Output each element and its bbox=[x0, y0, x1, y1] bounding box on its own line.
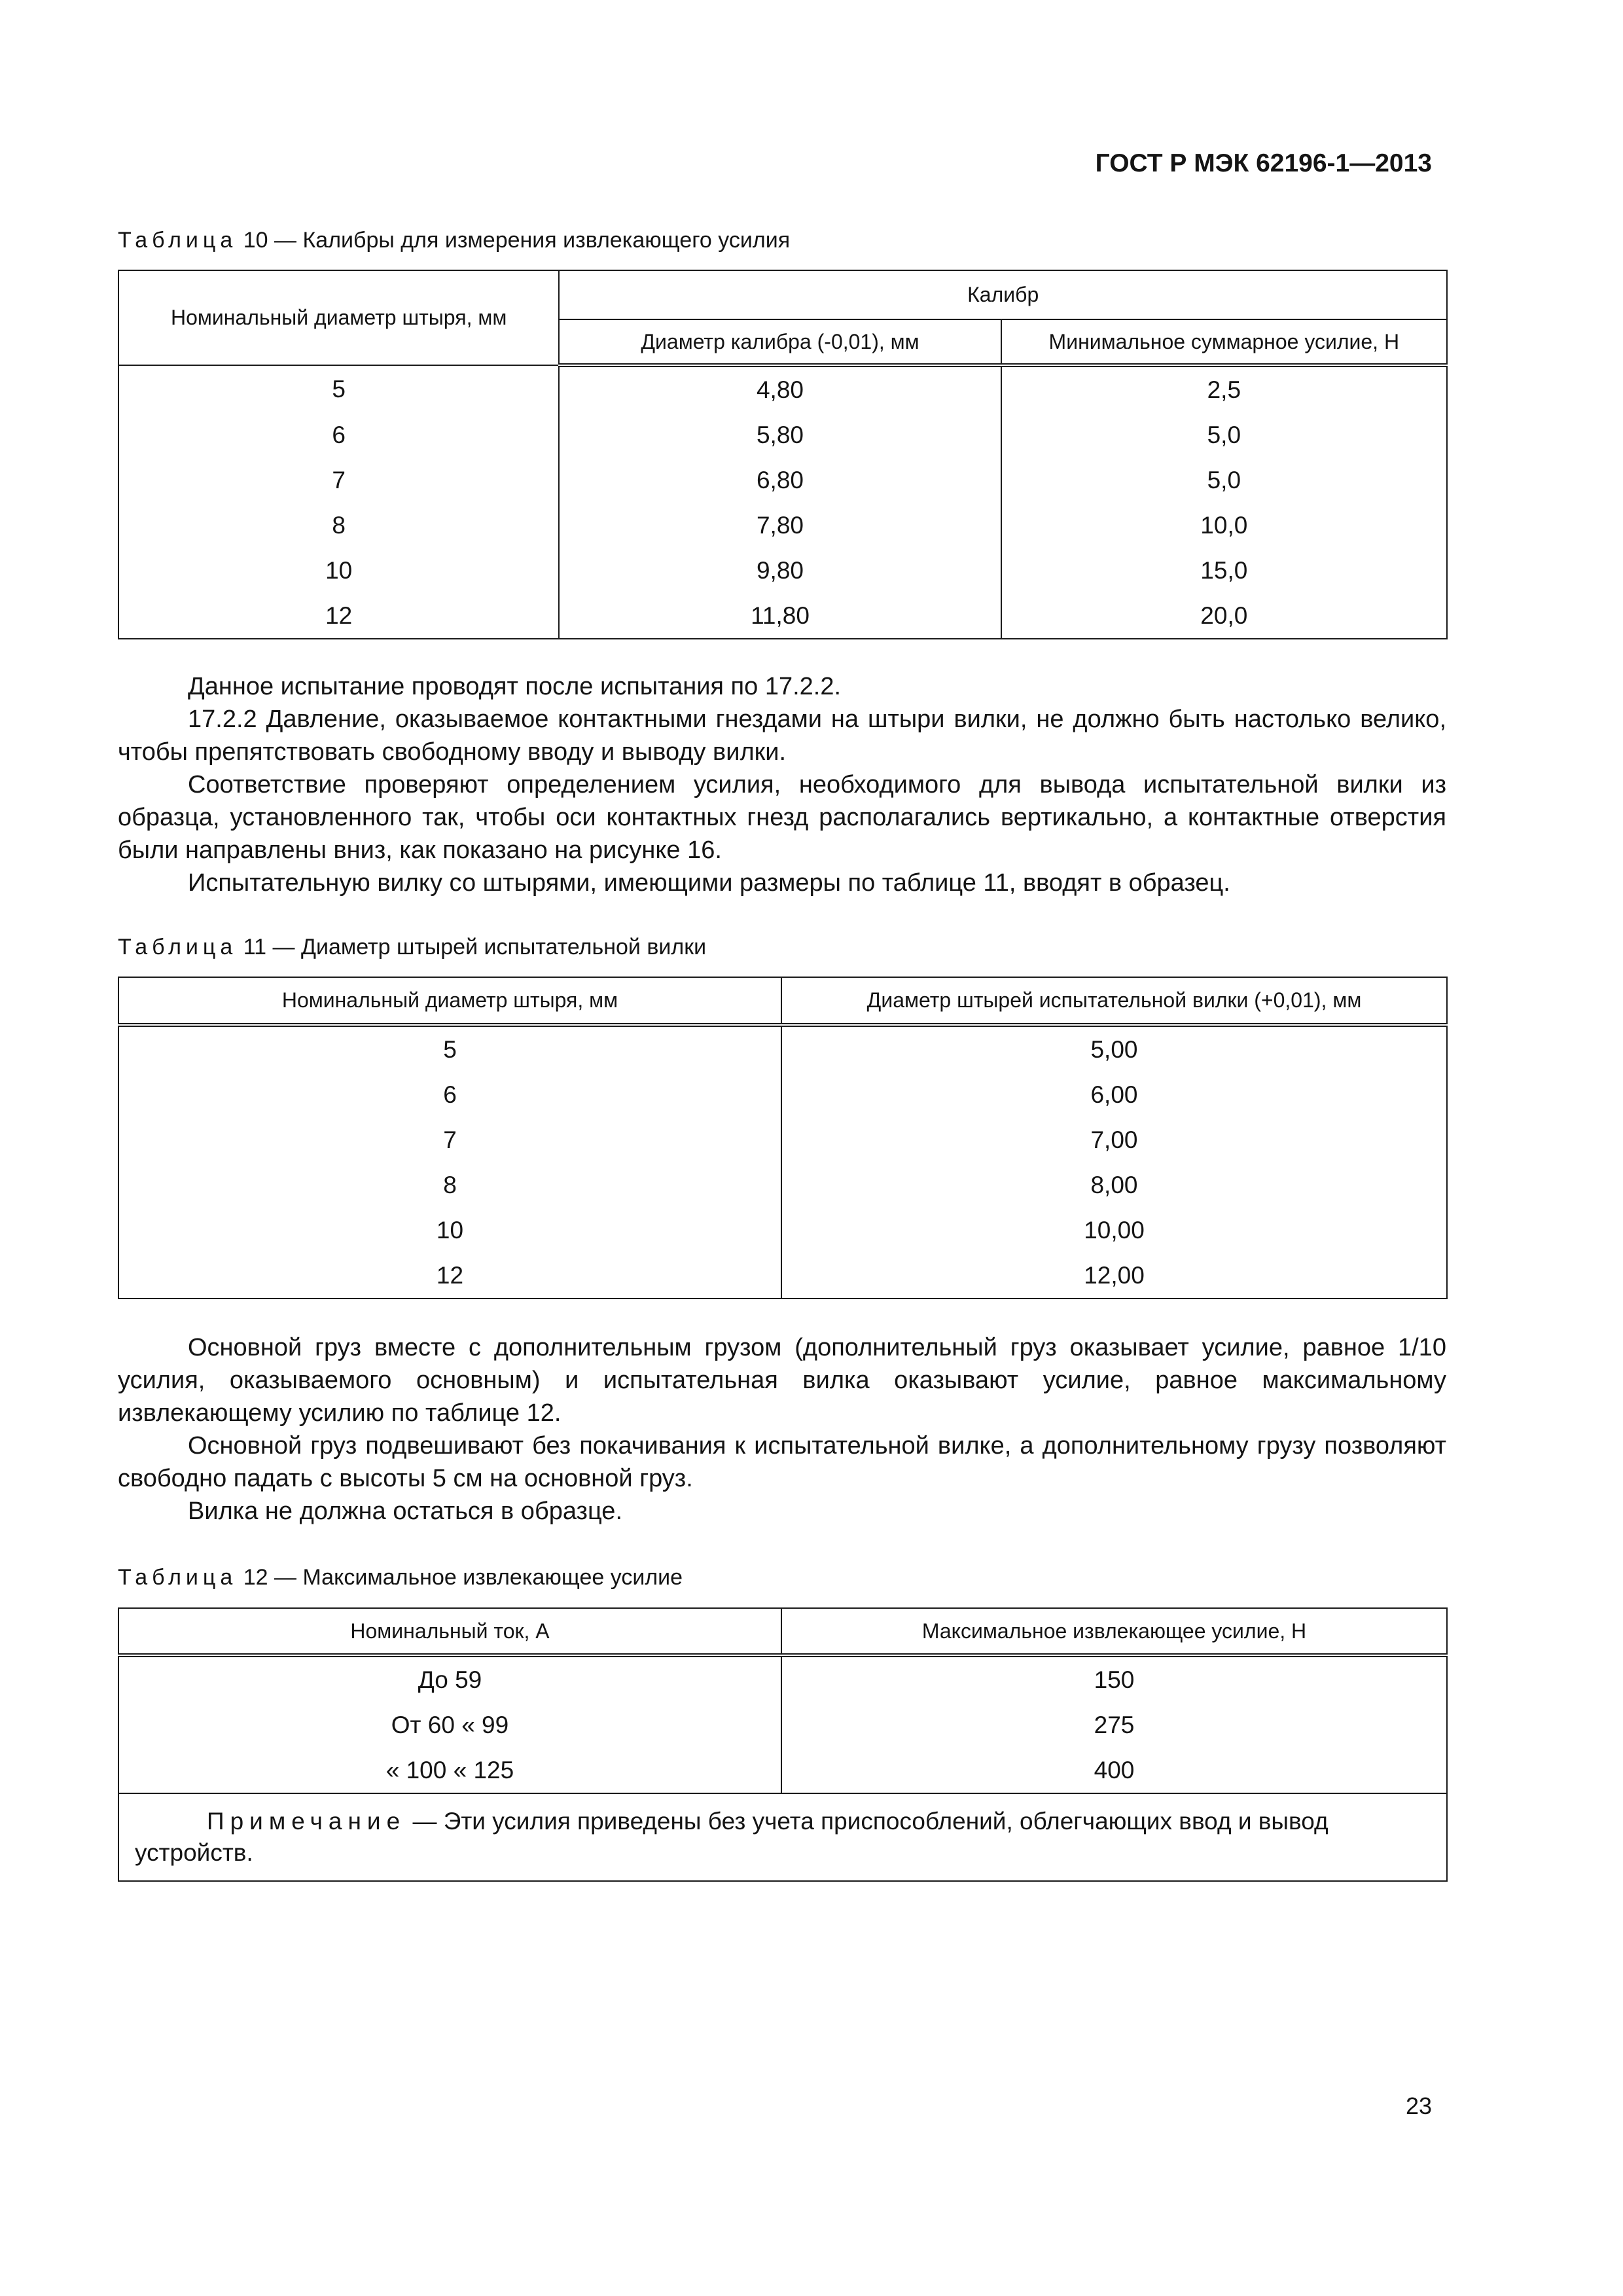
table-cell: 5 bbox=[118, 1025, 781, 1072]
table-row bbox=[118, 1702, 1447, 1748]
paragraph: Испытательную вилку со штырями, имеющими размеры по таблице 11, вводят в образец. bbox=[188, 869, 1230, 897]
table10-header-min-force: Минимальное суммарное усилие, Н bbox=[1001, 319, 1447, 365]
table-row bbox=[118, 412, 1447, 457]
table-cell: 8,00 bbox=[781, 1162, 1447, 1208]
table-row bbox=[118, 1748, 1447, 1793]
table-cell: 7 bbox=[118, 1117, 781, 1162]
table10-header-gauge-diameter: Диаметр калибра (-0,01), мм bbox=[559, 319, 1001, 365]
table10-label: Таблица bbox=[118, 228, 238, 253]
table-row bbox=[118, 1117, 1447, 1162]
table-cell: 400 bbox=[781, 1748, 1447, 1793]
table12-label: Таблица bbox=[118, 1565, 238, 1590]
table-cell: От 60 « 99 bbox=[118, 1702, 781, 1748]
table-cell: 5 bbox=[118, 365, 559, 412]
table-row bbox=[118, 1072, 1447, 1117]
paragraph: Основной груз подвешивают без покачивания к испытательной вилке, а дополнительному грузу позволяют свободно падать с высоты 5 см на основной груз. bbox=[118, 1432, 1446, 1492]
table-row bbox=[118, 1025, 1447, 1072]
table10-header-gauge-group: Калибр bbox=[559, 270, 1447, 319]
table-cell: 10,00 bbox=[781, 1208, 1447, 1253]
table11-header-test-plug-diameter: Диаметр штырей испытательной вилки (+0,01), мм bbox=[781, 977, 1447, 1025]
table-row bbox=[118, 1655, 1447, 1702]
table12-caption bbox=[118, 1565, 683, 1590]
table-cell: 7,00 bbox=[781, 1117, 1447, 1162]
table-cell: 5,0 bbox=[1001, 457, 1447, 503]
section-text-1 bbox=[118, 670, 1446, 899]
table-row bbox=[118, 365, 1447, 412]
table-cell: 4,80 bbox=[559, 365, 1001, 412]
table-cell: 10 bbox=[118, 1208, 781, 1253]
note-text: — Эти усилия приведены без учета приспособлений, облегчающих ввод и вывод устройств. bbox=[135, 1808, 1329, 1866]
table-cell: 20,0 bbox=[1001, 593, 1447, 639]
table-row bbox=[118, 503, 1447, 548]
table-cell: 12,00 bbox=[781, 1253, 1447, 1299]
table-cell: 6,00 bbox=[781, 1072, 1447, 1117]
table-cell: 7,80 bbox=[559, 503, 1001, 548]
table-cell: 12 bbox=[118, 593, 559, 639]
table11-title: 11 — Диаметр штырей испытательной вилки bbox=[243, 935, 707, 960]
table12-header-nominal-current: Номинальный ток, А bbox=[118, 1608, 781, 1655]
table11-label: Таблица bbox=[118, 935, 238, 960]
table-cell: 2,5 bbox=[1001, 365, 1447, 412]
table-cell: 11,80 bbox=[559, 593, 1001, 639]
paragraph: 17.2.2 Давление, оказываемое контактными гнездами на штыри вилки, не должно быть настолько велико, чтобы препятствовать свободному вводу и выводу вилки. bbox=[118, 706, 1446, 766]
paragraph: Вилка не должна остаться в образце. bbox=[188, 1498, 622, 1525]
section-text-2 bbox=[118, 1331, 1446, 1528]
table-cell: 9,80 bbox=[559, 548, 1001, 593]
table11-header-nominal-diameter: Номинальный диаметр штыря, мм bbox=[118, 977, 781, 1025]
page-number: 23 bbox=[1405, 2092, 1432, 2119]
table-cell: 6,80 bbox=[559, 457, 1001, 503]
table-cell: До 59 bbox=[118, 1655, 781, 1702]
table-cell: 10 bbox=[118, 548, 559, 593]
table-row bbox=[118, 1162, 1447, 1208]
paragraph: Данное испытание проводят после испытания по 17.2.2. bbox=[188, 673, 842, 700]
table-row bbox=[118, 593, 1447, 639]
table10-caption bbox=[118, 228, 790, 253]
table12-title: 12 — Максимальное извлекающее усилие bbox=[243, 1565, 683, 1590]
table12-note bbox=[118, 1793, 1447, 1881]
table10-title: 10 — Калибры для измерения извлекающего усилия bbox=[243, 228, 791, 253]
table-cell: 5,00 bbox=[781, 1025, 1447, 1072]
table12-note-row bbox=[118, 1793, 1447, 1881]
table-cell: 275 bbox=[781, 1702, 1447, 1748]
paragraph: Соответствие проверяют определением усилия, необходимого для вывода испытательной вилки из образца, установленного так, чтобы оси контактных гнезд располагались вертикально, а контактные отверстия были направлены вниз, как показано на рисунке 16. bbox=[118, 771, 1446, 864]
table-row bbox=[118, 548, 1447, 593]
table-cell: 8 bbox=[118, 1162, 781, 1208]
document-standard-header: ГОСТ Р МЭК 62196-1—2013 bbox=[1095, 149, 1432, 177]
table-cell: 10,0 bbox=[1001, 503, 1447, 548]
table-cell: 6 bbox=[118, 1072, 781, 1117]
table10 bbox=[118, 270, 1448, 639]
table10-header-nominal-diameter: Номинальный диаметр штыря, мм bbox=[118, 270, 559, 365]
table-row bbox=[118, 1208, 1447, 1253]
table-cell: 150 bbox=[781, 1655, 1447, 1702]
table11 bbox=[118, 977, 1448, 1299]
paragraph: Основной груз вместе с дополнительным грузом (дополнительный груз оказывает усилие, равное 1/10 усилия, оказываемого основным) и испытательная вилка оказывают усилие, равное максимальному извлекающему усилию по таблице 12. bbox=[118, 1334, 1446, 1427]
table-cell: 5,80 bbox=[559, 412, 1001, 457]
table-cell: 7 bbox=[118, 457, 559, 503]
table12 bbox=[118, 1607, 1448, 1882]
table-row bbox=[118, 457, 1447, 503]
table-cell: « 100 « 125 bbox=[118, 1748, 781, 1793]
table-cell: 12 bbox=[118, 1253, 781, 1299]
table-cell: 8 bbox=[118, 503, 559, 548]
table12-header-max-force: Максимальное извлекающее усилие, Н bbox=[781, 1608, 1447, 1655]
table-cell: 5,0 bbox=[1001, 412, 1447, 457]
table11-caption bbox=[118, 935, 706, 960]
table-row bbox=[118, 1253, 1447, 1299]
table-cell: 6 bbox=[118, 412, 559, 457]
table-cell: 15,0 bbox=[1001, 548, 1447, 593]
note-label: Примечание bbox=[207, 1808, 406, 1835]
